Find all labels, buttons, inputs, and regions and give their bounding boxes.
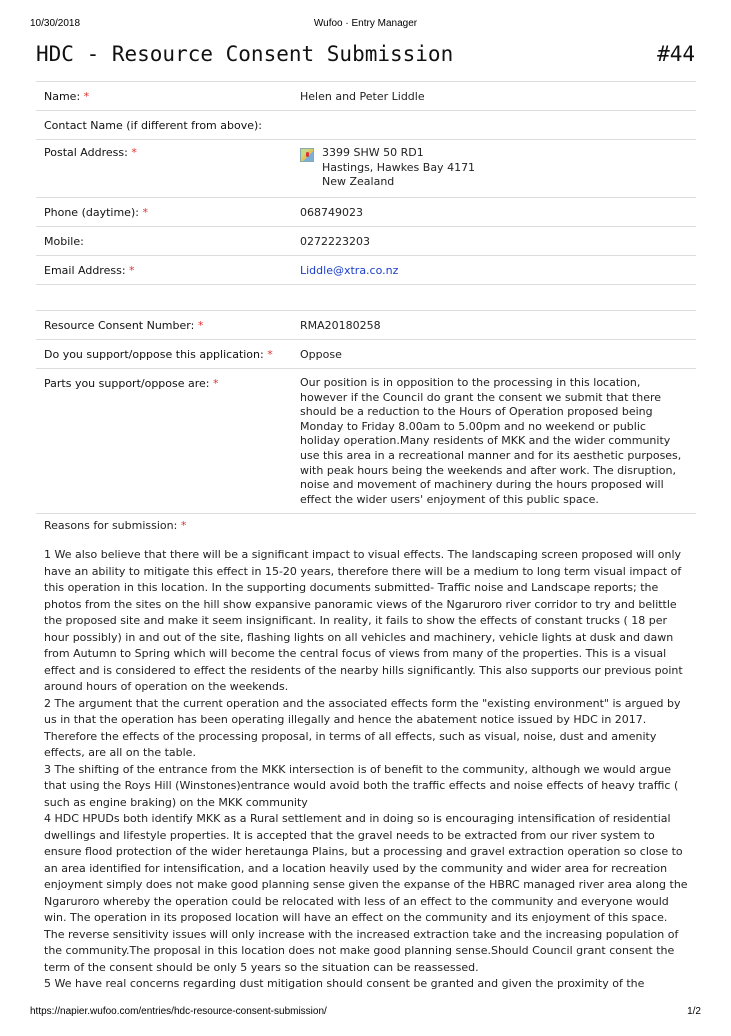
entry-fields-table (36, 81, 696, 514)
field-row-name (36, 82, 696, 111)
support-oppose-label: Do you support/oppose this application: (44, 348, 264, 361)
field-row-phone (36, 198, 696, 227)
map-icon[interactable] (300, 148, 314, 162)
field-row-postal-address (36, 140, 696, 198)
address-line-2: Hastings, Hawkes Bay 4171 (322, 160, 476, 174)
reason-paragraph: 5 We have real concerns regarding dust mitigation should consent be granted and given the proximity of the (44, 977, 645, 990)
reason-paragraph: 4 HDC HPUDs both identify MKK as a Rural settlement and in doing so is encouraging intensification of residential dwellings and lifestyle properties. It is accepted that the gravel needs to be extracted from our river system to ensure flood protection of the wider heretaunga Plains, but a processing and gravel extraction operation so close to an area identified for intensification, and a location heavily used by the community and wider area for recreation enjoyment simply does not make good planning sense given the expanse of the HBRC managed river area along the Ngaruroro whereby the operation could be relocated with less of an effect to the community and everyone would win. The operation in its proposed location will have an effect on the community and its enjoyment of this space. The reverse sensitivity issues will only increase with the increased extraction take and the increasing population of the community.The proposal in this location does not make good planning sense.Should Council grant consent the term of the consent should be only 5 years so the situation can be reassessed. (44, 812, 688, 974)
required-marker: * (267, 348, 273, 361)
email-link[interactable]: Liddle@xtra.co.nz (300, 264, 399, 277)
parts-label: Parts you support/oppose are: (44, 377, 210, 390)
page-url: https://napier.wufoo.com/entries/hdc-resource-consent-submission/ (30, 1006, 327, 1017)
email-label: Email Address: (44, 264, 126, 277)
mobile-label: Mobile: (44, 235, 84, 248)
parts-value: Our position is in opposition to the processing in this location, however if the Council do grant the consent we submit that there should be a reduction to the Hours of Operation proposed being Monday to Friday 8.00am to 5.00pm and no weekend or public holiday operation.Many residents of MKK and the wider community use this area in a recreational manner and for its aesthetic purposes, with peak hours being the weekends and after work. The disruption, noise and movement of machinery during the hours proposed will effect the wider users' enjoyment of this public space. (292, 369, 696, 514)
required-marker: * (129, 264, 135, 277)
form-title: HDC - Resource Consent Submission (36, 42, 454, 66)
spacer-row (36, 285, 696, 311)
required-marker: * (213, 377, 219, 390)
reasons-label: Reasons for submission: (44, 519, 178, 532)
field-row-parts (36, 369, 696, 514)
consent-number-value: RMA20180258 (292, 311, 696, 340)
name-label: Name: (44, 90, 81, 103)
field-row-support-oppose (36, 340, 696, 369)
contact-name-label: Contact Name (if different from above): (44, 119, 262, 132)
field-row-consent-number (36, 311, 696, 340)
address-line-3: New Zealand (322, 175, 395, 189)
entry-number: #44 (657, 42, 695, 66)
print-header (30, 18, 701, 32)
field-row-email (36, 256, 696, 285)
reason-paragraph: 1 We also believe that there will be a significant impact to visual effects. The landscaping screen proposed will only have an ability to mitigate this effect in 15-20 years, therefore there will be a medium to long term visual impact of this operation in this location. In the supporting documents submitted- Traffic noise and Landscape reports; the photos from the sites on the hill show expansive panoramic views of the Ngaruroro river corridor to try and belittle the proposed site and make it seem insignificant. In reality, it fails to show the effects of constant trucks ( 18 per hour possibly) in and out of the site, flashing lights on all vehicles and machinery, vehicle lights at dusk and dawn from Autumn to Spring which will become the central focus of views from many of the properties. This is a visual effect and is considered to effect the residents of the nearby hills significantly. This also supports our previous point around hours of operation on the weekends. (44, 548, 683, 693)
mobile-value: 0272223203 (292, 227, 696, 256)
field-row-mobile (36, 227, 696, 256)
postal-address-label: Postal Address: (44, 146, 128, 159)
reason-paragraph: 2 The argument that the current operation and the associated effects form the "existing environment" is argued by us in that the operation has been operating illegally and hence the abatement notice issued by HDC in 2017. Therefore the effects of the processing proposal, in terms of all effects, such as visual, noise, dust and amenity effects, are all on the table. (44, 696, 681, 759)
required-marker: * (142, 206, 148, 219)
phone-value: 068749023 (292, 198, 696, 227)
reasons-body (36, 533, 696, 993)
consent-number-label: Resource Consent Number: (44, 319, 195, 332)
reason-paragraph: 3 The shifting of the entrance from the MKK intersection is of benefit to the community, although we would argue that using the Roys Hill (Winstones)entrance would avoid both the traffic effects and noise effects of heavy traffic ( such as engine braking) on the MKK community (44, 762, 679, 809)
address-line-1: 3399 SHW 50 RD1 (322, 146, 424, 159)
required-marker: * (131, 146, 137, 159)
field-row-contact-name (36, 111, 696, 140)
phone-label: Phone (daytime): (44, 206, 139, 219)
support-oppose-value: Oppose (292, 340, 696, 369)
required-marker: * (83, 90, 90, 103)
print-page-title: Wufoo · Entry Manager (313, 18, 418, 29)
reasons-section (36, 519, 696, 993)
required-marker: * (180, 519, 187, 532)
postal-address-value (300, 146, 688, 190)
page-number: 1/2 (687, 1006, 701, 1017)
print-date: 10/30/2018 (30, 18, 81, 29)
required-marker: * (197, 319, 204, 332)
name-value: Helen and Peter Liddle (292, 82, 696, 111)
